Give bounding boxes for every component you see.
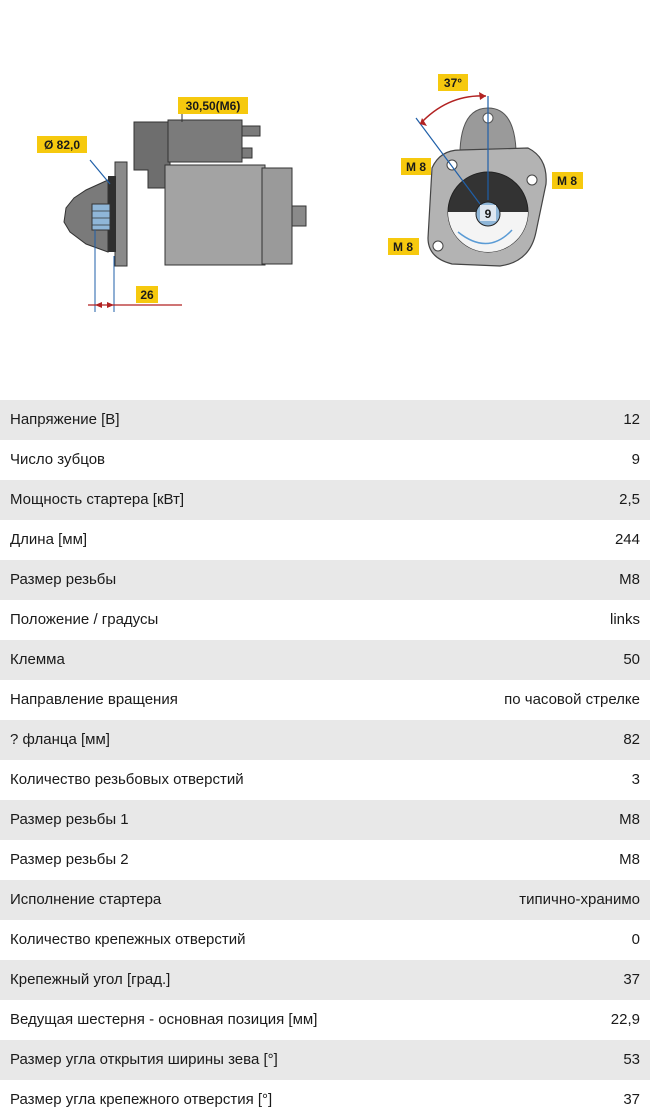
spec-label: Положение / градусы xyxy=(10,611,159,628)
label-flange-diameter xyxy=(37,136,87,153)
spec-value: по часовой стрелке xyxy=(504,691,640,708)
label-offset xyxy=(136,286,158,303)
solenoid-body xyxy=(168,120,242,162)
bolt-hole-right xyxy=(527,175,537,185)
spec-value: 9 xyxy=(631,451,640,468)
label-thread-right-text: M 8 xyxy=(556,174,578,188)
label-offset-text: 26 xyxy=(140,288,154,302)
motor-end-cap xyxy=(262,168,292,264)
spec-row xyxy=(0,800,650,840)
pinion-gear xyxy=(92,204,110,230)
motor-body xyxy=(165,165,265,265)
spec-row xyxy=(0,840,650,880)
spec-value: M8 xyxy=(619,571,640,588)
label-flange-diameter-text: Ø 82,0 xyxy=(43,138,81,152)
label-teeth-text: 9 xyxy=(484,207,492,221)
spec-row xyxy=(0,640,650,680)
spec-row xyxy=(0,480,650,520)
spec-value: links xyxy=(609,611,640,628)
bolt-hole-bottom-left xyxy=(433,241,443,251)
mounting-flange xyxy=(115,162,127,266)
spec-value: 12 xyxy=(623,411,640,428)
motor-shaft-end xyxy=(292,206,306,226)
solenoid-terminal xyxy=(242,126,260,136)
label-thread-right xyxy=(552,172,583,189)
spec-label: Ведущая шестерня - основная позиция [мм] xyxy=(10,1011,318,1028)
spec-value: 22,9 xyxy=(610,1011,640,1028)
spec-row xyxy=(0,960,650,1000)
spec-label: Направление вращения xyxy=(10,691,178,708)
spec-row xyxy=(0,680,650,720)
spec-label: Количество крепежных отверстий xyxy=(10,931,246,948)
spec-row xyxy=(0,720,650,760)
spec-label: Размер угла открытия ширины зева [°] xyxy=(10,1051,278,1068)
label-terminal-text: 30,50(M6) xyxy=(185,99,241,113)
spec-row xyxy=(0,1080,650,1120)
spec-label: ? фланца [мм] xyxy=(10,731,110,748)
spec-value: 82 xyxy=(623,731,640,748)
spec-value: 37 xyxy=(623,1091,640,1108)
label-thread-bottom-left xyxy=(388,238,419,255)
spec-label: Число зубцов xyxy=(10,451,106,468)
starter-side-view xyxy=(64,114,306,312)
label-angle-text: 37° xyxy=(443,76,463,90)
spec-value: 244 xyxy=(614,531,640,548)
starter-front-view xyxy=(416,92,546,266)
solenoid-terminal-lower xyxy=(242,148,252,158)
label-teeth xyxy=(480,205,496,221)
starter-drawing-svg xyxy=(0,0,650,400)
spec-value: типично-хранимо xyxy=(519,891,640,908)
spec-row xyxy=(0,400,650,440)
spec-row xyxy=(0,520,650,560)
spec-label: Размер угла крепежного отверстия [°] xyxy=(10,1091,273,1108)
flange-dimension-leader xyxy=(90,160,110,184)
spec-row xyxy=(0,760,650,800)
spec-label: Напряжение [В] xyxy=(10,411,120,428)
spec-row xyxy=(0,1000,650,1040)
label-thread-top-left xyxy=(401,158,431,175)
spec-label: Размер резьбы xyxy=(10,571,117,588)
spec-label: Количество резьбовых отверстий xyxy=(10,771,244,788)
spec-row xyxy=(0,600,650,640)
spec-value: 50 xyxy=(623,651,640,668)
spec-label: Длина [мм] xyxy=(10,531,88,548)
spec-label: Исполнение стартера xyxy=(10,891,162,908)
spec-label: Крепежный угол [град.] xyxy=(10,971,171,988)
spec-value: 37 xyxy=(623,971,640,988)
specs-table-body xyxy=(0,400,650,1120)
starter-diagram xyxy=(0,0,650,400)
spec-row xyxy=(0,920,650,960)
spec-row xyxy=(0,440,650,480)
label-terminal xyxy=(178,97,248,114)
label-thread-top-left-text: M 8 xyxy=(405,160,427,174)
spec-value: 3 xyxy=(631,771,640,788)
specs-table xyxy=(0,400,650,1120)
spec-row xyxy=(0,560,650,600)
spec-value: 2,5 xyxy=(619,491,640,508)
spec-row xyxy=(0,880,650,920)
spec-label: Размер резьбы 1 xyxy=(10,811,129,828)
spec-label: Мощность стартера [кВт] xyxy=(10,491,185,508)
spec-row xyxy=(0,1040,650,1080)
spec-value: 53 xyxy=(623,1051,640,1068)
spec-value: M8 xyxy=(619,851,640,868)
spec-value: M8 xyxy=(619,811,640,828)
spec-label: Клемма xyxy=(10,651,65,668)
label-thread-bottom-left-text: M 8 xyxy=(392,240,414,254)
spec-label: Размер резьбы 2 xyxy=(10,851,129,868)
spec-value: 0 xyxy=(631,931,640,948)
label-angle xyxy=(438,74,468,91)
